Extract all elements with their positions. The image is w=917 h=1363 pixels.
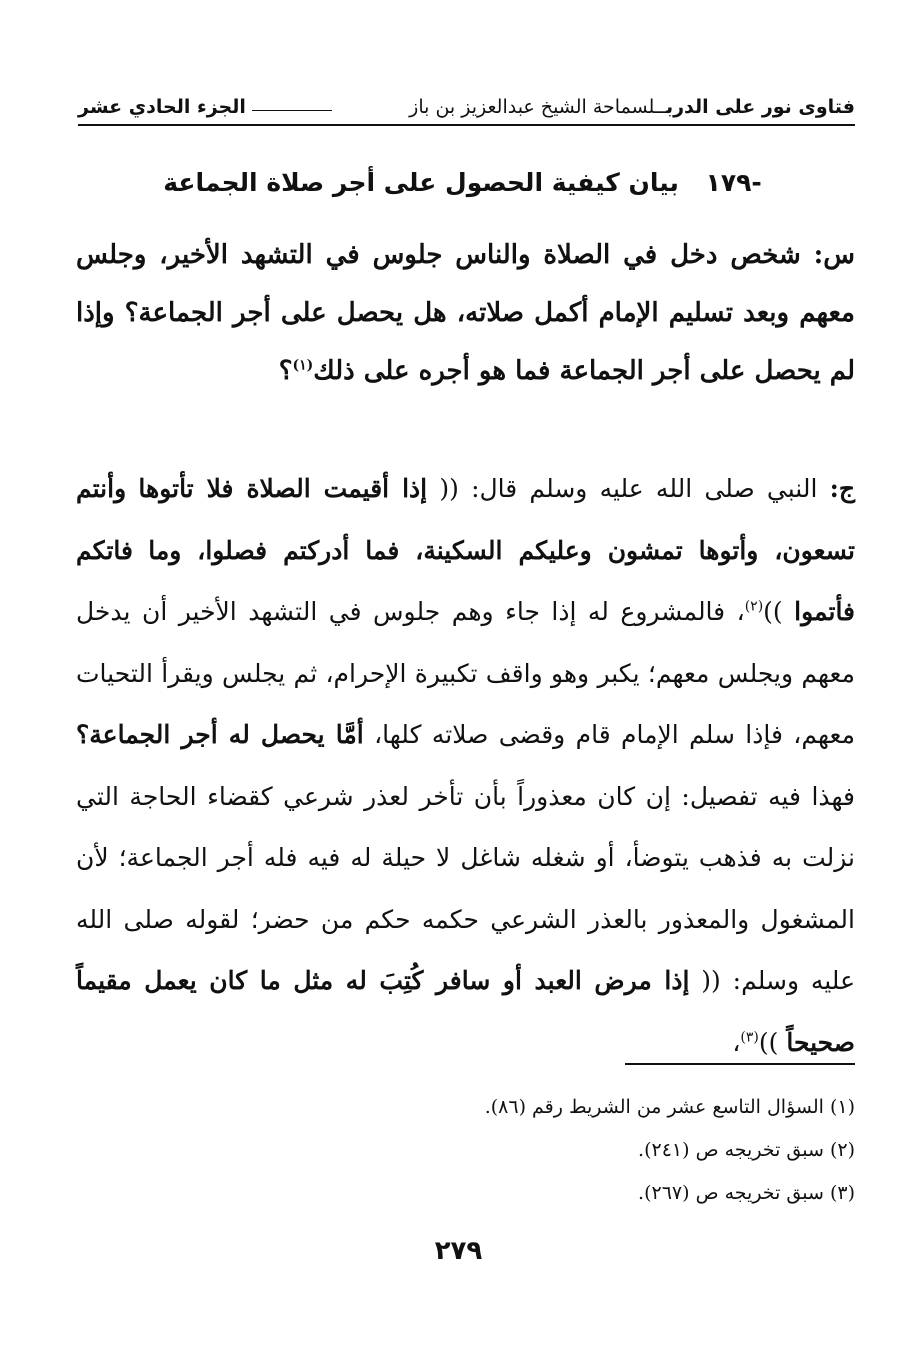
- footnote-2: (٢) سبق تخريجه ص (٢٤١).: [638, 1139, 855, 1161]
- header-rule: [78, 124, 855, 126]
- running-header: [78, 84, 855, 118]
- hadith1-text: وأنتم تسعون، وأتوها تمشون وعليكم السكينة، فما أدركتم فصلوا، وما: [76, 474, 855, 565]
- hadith1-open-quote: ((: [439, 474, 459, 503]
- hadith2-open-quote: ((: [701, 966, 721, 995]
- answer-label: ج:: [829, 474, 856, 503]
- footnote-ref-2: (٢): [744, 598, 764, 615]
- footnote-ref-1: (١): [292, 357, 314, 374]
- question-end: ؟: [278, 356, 293, 386]
- page-number: ٢٧٩: [434, 1236, 483, 1266]
- answer-tail: ،: [732, 1027, 741, 1057]
- footnote-1: (١) السؤال التاسع عشر من الشريط رقم (٨٦).: [484, 1096, 855, 1118]
- hadith2-text: إذا مرض العبد أو سافر كُتِبَ له مثل ما كان يعمل مقيماً صحيحاً: [76, 966, 855, 1057]
- question-label: س:: [813, 240, 855, 270]
- fatwa-title-text: بيان كيفية الحصول على أجر صلاة الجماعة: [163, 168, 679, 197]
- answer-paragraph: [76, 458, 855, 1073]
- footnote-rule: [625, 1063, 855, 1065]
- answer-body: ، فالمشروع له إذا جاء وهم جلوس في التشهد الأخير أن يدخل معهم ويجلس معهم؛ يكبر وهو واقف تكبيرة الإحرام، ثم يجلس ويقرأ التحيات معهم، فإذا سلم الإمام قام وقضى صلاته كلها،: [76, 597, 855, 749]
- hadith1-text-bold: إذا أقيمت الصلاة فلا تأتوها: [138, 474, 428, 503]
- answer-intro: النبي صلى الله عليه وسلم قال:: [471, 474, 818, 503]
- question-paragraph: [76, 226, 855, 400]
- footnote-ref-3: (٣): [740, 1029, 759, 1046]
- author-name: لسماحة الشيخ عبدالعزيز بن باز: [409, 96, 655, 118]
- fatwa-title: [70, 168, 855, 197]
- answer-question-phrase: أمَّا يحصل له أجر الجماعة؟: [76, 720, 364, 749]
- volume-label: الجزء الحادي عشر: [78, 96, 246, 118]
- footnote-3: (٣) سبق تخريجه ص (٢٦٧).: [638, 1182, 855, 1204]
- header-book-info: [409, 96, 855, 118]
- book-title: فتاوى نور على الدرب: [665, 96, 855, 118]
- hadith2-close-quote: )): [758, 1027, 779, 1057]
- header-dash-line: [252, 110, 332, 111]
- answer-body-2: فهذا فيه تفصيل: إن كان معذوراً بأن تأخر لعذر شرعي كقضاء الحاجة التي نزلت به فذهب يتوضأ، أو شغله شاغل لا حيلة له فيه فله أجر الجماعة؛ لأن المشغول والمعذور بالعذر الشرعي حكمه حكم من حضر؛ لقوله صلى الله عليه وسلم:: [76, 781, 855, 995]
- header-separator: ــ: [654, 96, 666, 118]
- hadith1-text-end: فاتكم فأتموا: [76, 535, 856, 626]
- hadith1-close-quote: )): [763, 597, 783, 626]
- footnotes: [76, 1086, 855, 1215]
- fatwa-number: -١٧٩: [705, 168, 762, 197]
- header-volume-info: [78, 96, 332, 118]
- question-text: شخص دخل في الصلاة والناس جلوس في التشهد الأخير، وجلس معهم وبعد تسليم الإمام أكمل صلاته، هل يحصل على أجر الجماعة؟ وإذا لم يحصل على أجر الجماعة فما هو أجره على ذلك: [76, 240, 855, 386]
